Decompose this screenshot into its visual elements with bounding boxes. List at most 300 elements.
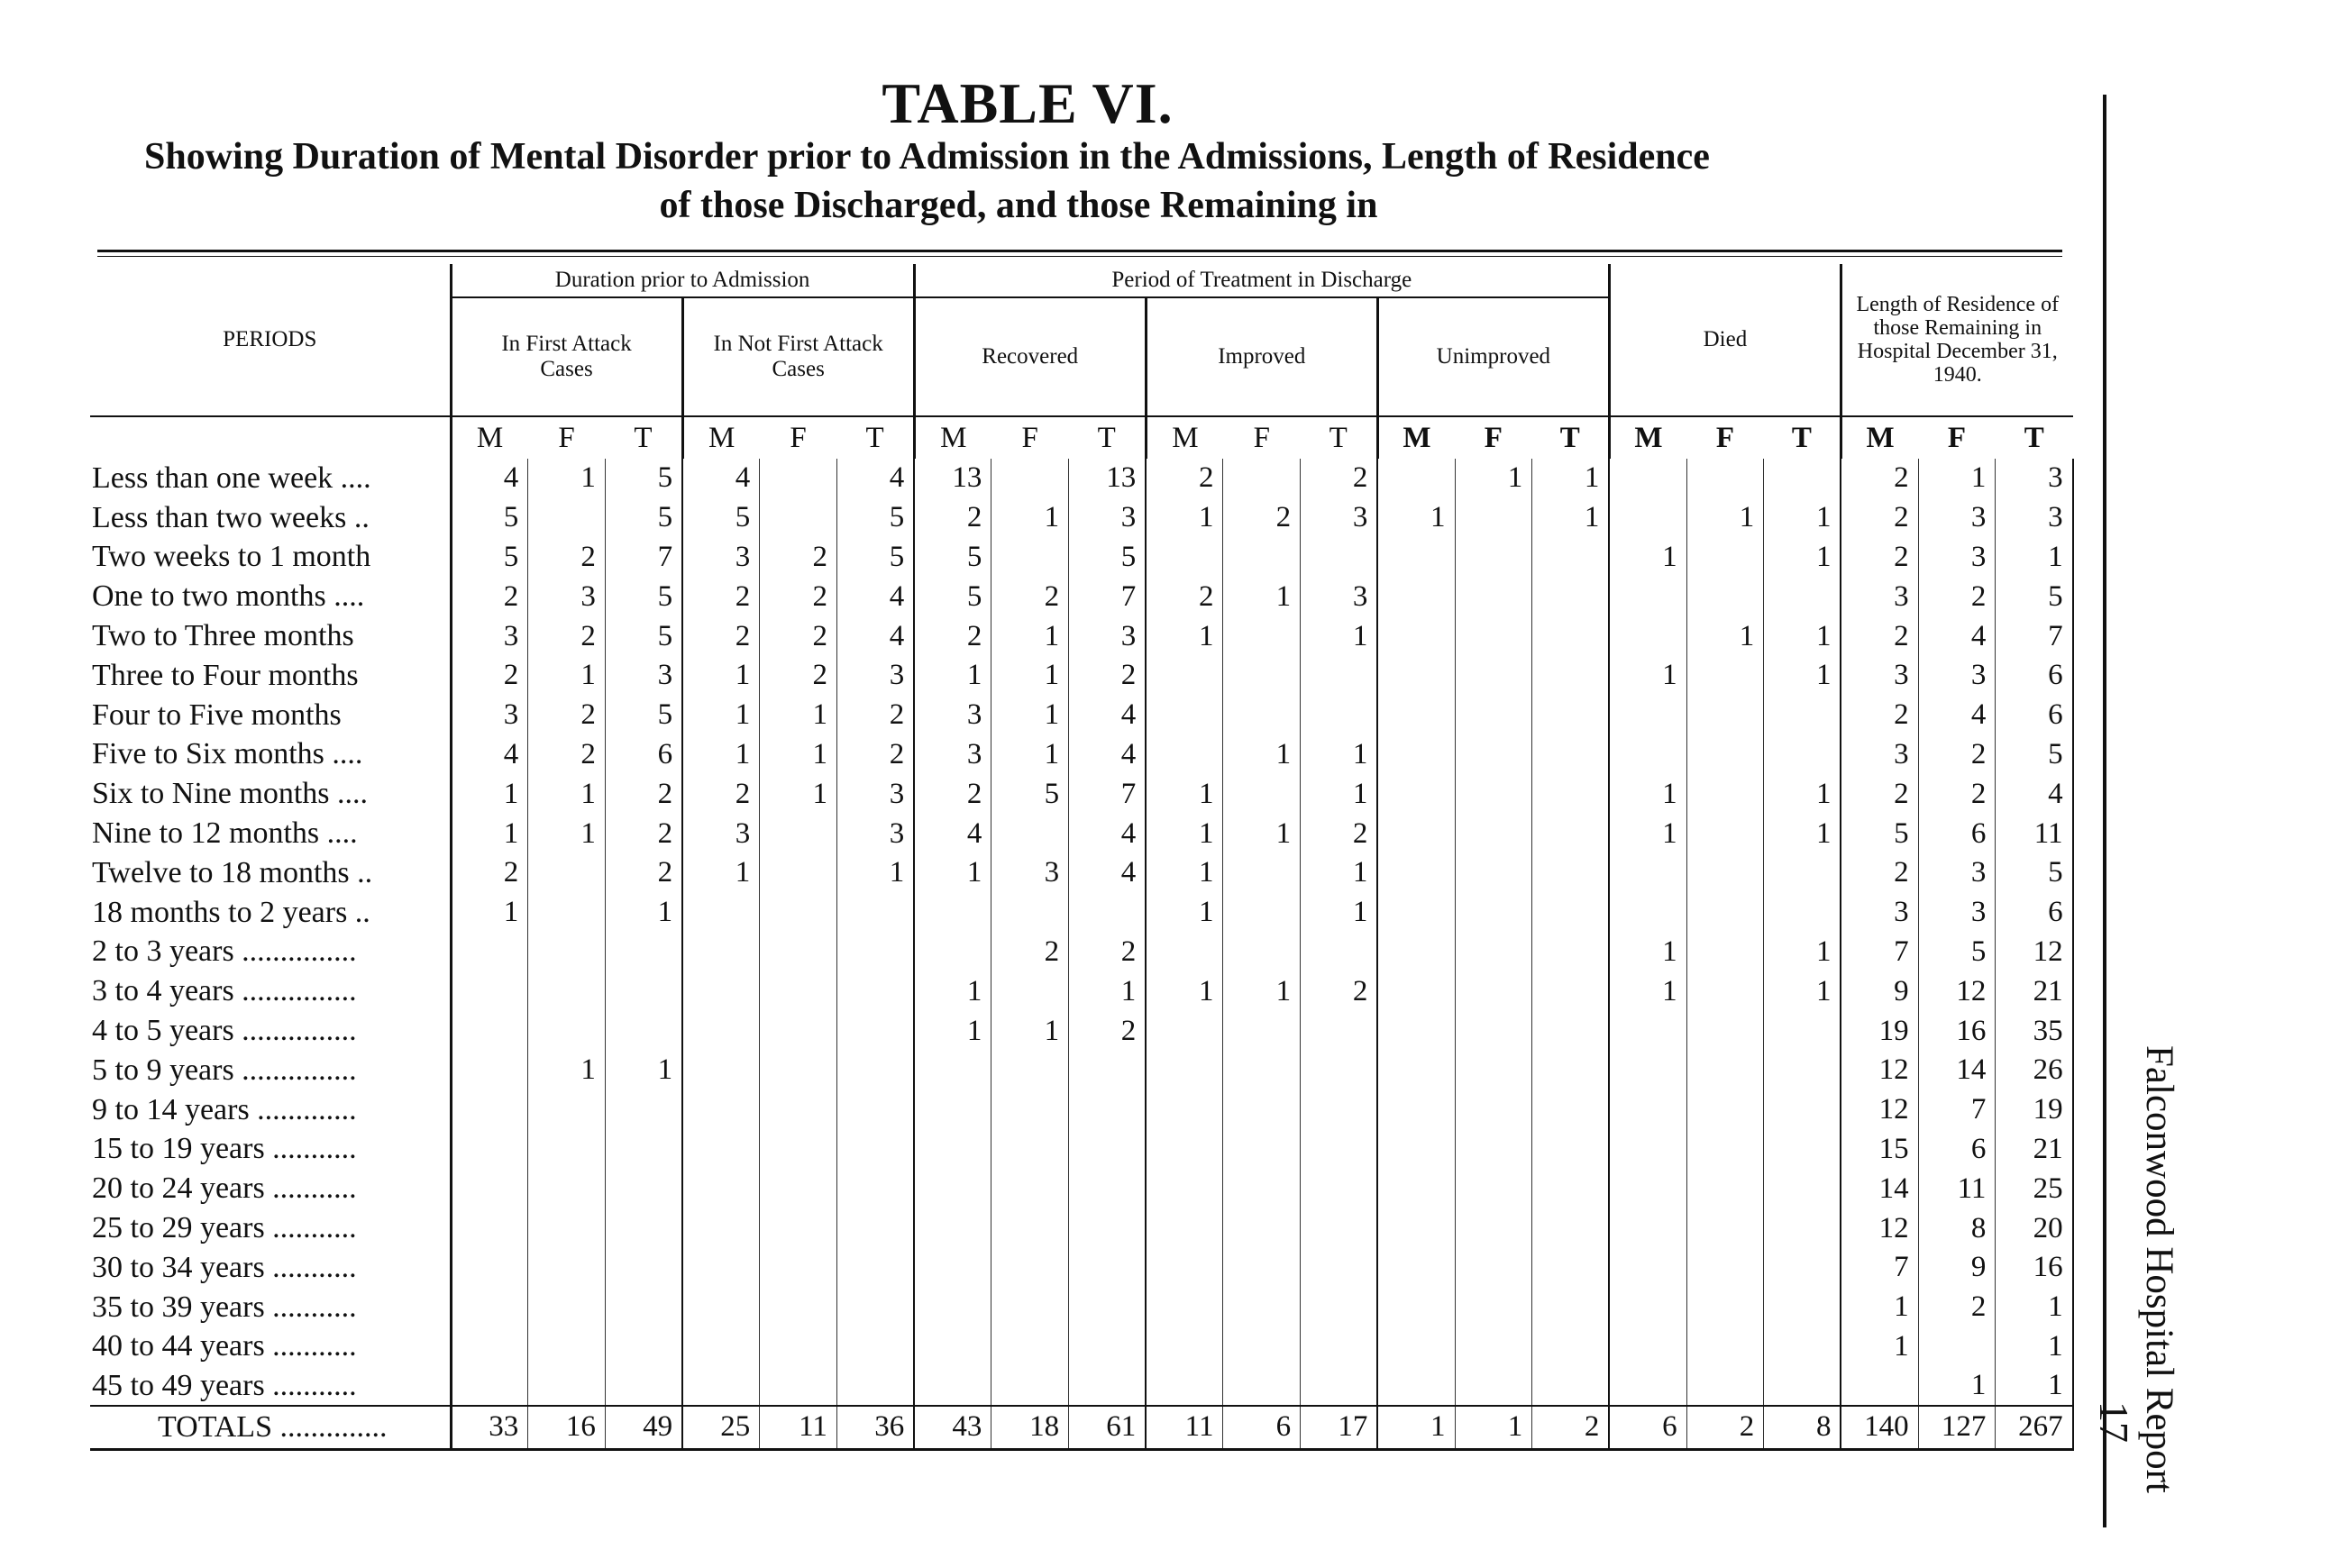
table-cell <box>760 1288 837 1327</box>
table-cell: 1 <box>914 1011 991 1051</box>
table-cell <box>760 498 837 538</box>
table-cell <box>1455 1327 1532 1367</box>
table-cell: 16 <box>1996 1248 2073 1288</box>
table-cell: 25 <box>1996 1169 2073 1208</box>
table-cell <box>1301 1248 1378 1288</box>
table-cell <box>836 1011 914 1051</box>
table-cell <box>991 1248 1069 1288</box>
table-cell: 3 <box>1301 577 1378 616</box>
table-cell: 7 <box>605 538 682 578</box>
table-cell: 12 <box>1918 971 1996 1011</box>
table-cell <box>1532 853 1610 893</box>
table-cell <box>760 1130 837 1170</box>
table-row <box>90 577 2073 616</box>
table-cell <box>1686 1248 1764 1288</box>
table-row <box>90 1169 2073 1208</box>
table-cell <box>682 1288 760 1327</box>
table-row <box>90 696 2073 735</box>
table-cell: 7 <box>1841 933 1918 972</box>
table-cell <box>528 498 606 538</box>
table-cell: 3 <box>1918 538 1996 578</box>
row-label: Four to Five months <box>90 696 451 735</box>
table-cell <box>1455 933 1532 972</box>
col-header-f: F <box>1686 416 1764 459</box>
table-cell: 5 <box>914 538 991 578</box>
table-cell: 1 <box>682 696 760 735</box>
table-cell <box>605 1366 682 1406</box>
table-cell <box>1841 1366 1918 1406</box>
table-cell <box>1609 459 1686 498</box>
table-cell <box>1686 853 1764 893</box>
row-label: Two to Three months <box>90 616 451 656</box>
table-cell <box>1686 735 1764 775</box>
table-row <box>90 1288 2073 1327</box>
table-cell <box>1301 1208 1378 1248</box>
table-cell: 3 <box>836 814 914 853</box>
periods-header: PERIODS <box>223 327 317 351</box>
table-cell: 2 <box>914 498 991 538</box>
table-cell <box>991 1051 1069 1090</box>
table-cell: 1 <box>1918 459 1996 498</box>
table-row <box>90 971 2073 1011</box>
table-cell: 5 <box>451 538 528 578</box>
table-cell: 15 <box>1841 1130 1918 1170</box>
table-cell: 1 <box>528 1051 606 1090</box>
table-cell <box>1532 774 1610 814</box>
table-cell <box>1532 1248 1610 1288</box>
table-cell <box>991 1366 1069 1406</box>
table-cell: 1 <box>682 853 760 893</box>
table-cell: 3 <box>836 774 914 814</box>
table-cell <box>1532 814 1610 853</box>
table-cell <box>1532 893 1610 933</box>
table-cell: 3 <box>528 577 606 616</box>
col-header-m: M <box>451 416 528 459</box>
table-cell: 5 <box>914 577 991 616</box>
totals-cell: 49 <box>605 1406 682 1449</box>
table-row <box>90 1208 2073 1248</box>
table-cell <box>760 1011 837 1051</box>
table-cell <box>1764 1130 1841 1170</box>
table-cell <box>1609 1090 1686 1130</box>
table-cell <box>1455 853 1532 893</box>
table-cell: 9 <box>1841 971 1918 1011</box>
table-cell <box>1764 1090 1841 1130</box>
table-cell: 2 <box>528 696 606 735</box>
table-cell: 5 <box>1996 577 2073 616</box>
table-cell: 3 <box>914 735 991 775</box>
table-cell: 4 <box>1996 774 2073 814</box>
table-cell <box>1686 1051 1764 1090</box>
table-cell <box>1609 498 1686 538</box>
table-cell <box>1764 853 1841 893</box>
table-cell: 1 <box>1609 656 1686 696</box>
col-header-m: M <box>1841 416 1918 459</box>
totals-row <box>90 1406 2073 1449</box>
table-cell: 2 <box>528 616 606 656</box>
table-cell <box>1377 1248 1455 1288</box>
table-cell <box>1532 1169 1610 1208</box>
row-label: 45 to 49 years ........... <box>90 1366 451 1406</box>
col-header-f: F <box>528 416 606 459</box>
table-subtitle-line-1: Showing Duration of Mental Disorder prior to Admission in the Admissions, Length of Residence <box>144 136 1710 178</box>
table-cell <box>836 1366 914 1406</box>
table-cell <box>991 971 1069 1011</box>
table-cell <box>914 1327 991 1367</box>
col-header-t: T <box>1301 416 1378 459</box>
table-cell: 1 <box>760 735 837 775</box>
table-cell <box>1686 1169 1764 1208</box>
table-cell: 2 <box>1301 814 1378 853</box>
table-cell <box>1069 1090 1147 1130</box>
table-cell <box>1146 933 1223 972</box>
table-cell <box>1377 933 1455 972</box>
table-cell <box>1686 656 1764 696</box>
table-cell <box>1686 814 1764 853</box>
table-cell: 7 <box>1996 616 2073 656</box>
table-cell <box>1532 1327 1610 1367</box>
data-table <box>90 264 2074 1451</box>
table-cell: 4 <box>836 616 914 656</box>
table-cell <box>1377 577 1455 616</box>
table-cell: 4 <box>451 735 528 775</box>
table-cell <box>682 1327 760 1367</box>
table-cell <box>991 1327 1069 1367</box>
table-cell: 21 <box>1996 971 2073 1011</box>
table-cell <box>914 1208 991 1248</box>
mft-header-row <box>90 416 2073 459</box>
table-row <box>90 735 2073 775</box>
table-cell: 1 <box>1301 893 1378 933</box>
table-cell <box>1764 459 1841 498</box>
table-cell: 2 <box>760 538 837 578</box>
row-label: 25 to 29 years ........... <box>90 1208 451 1248</box>
col-header-m: M <box>914 416 991 459</box>
table-cell <box>1223 1011 1301 1051</box>
col-header-t: T <box>605 416 682 459</box>
table-cell: 5 <box>605 616 682 656</box>
table-cell <box>1455 1288 1532 1327</box>
table-cell <box>991 1169 1069 1208</box>
row-label: 3 to 4 years ............... <box>90 971 451 1011</box>
table-cell: 6 <box>1996 893 2073 933</box>
died-header: Died <box>1609 264 1841 416</box>
table-row <box>90 459 2073 498</box>
table-cell <box>1377 459 1455 498</box>
table-cell <box>1764 1288 1841 1327</box>
table-cell <box>760 1366 837 1406</box>
top-rule <box>97 250 2062 252</box>
table-cell <box>1301 656 1378 696</box>
totals-cell: 18 <box>991 1406 1069 1449</box>
table-cell <box>682 933 760 972</box>
table-cell: 2 <box>1223 498 1301 538</box>
table-cell <box>760 933 837 972</box>
table-cell <box>914 1051 991 1090</box>
table-cell <box>1455 498 1532 538</box>
col-header-t: T <box>1996 416 2073 459</box>
totals-cell: 2 <box>1686 1406 1764 1449</box>
table-cell <box>1455 696 1532 735</box>
table-cell: 1 <box>1146 498 1223 538</box>
table-cell: 1 <box>1918 1366 1996 1406</box>
table-cell: 35 <box>1996 1011 2073 1051</box>
table-cell: 1 <box>682 735 760 775</box>
table-cell: 2 <box>760 616 837 656</box>
table-cell: 2 <box>1918 774 1996 814</box>
row-label: 4 to 5 years ............... <box>90 1011 451 1051</box>
table-cell: 1 <box>1223 735 1301 775</box>
table-row <box>90 1051 2073 1090</box>
table-cell: 3 <box>1918 498 1996 538</box>
table-cell: 5 <box>451 498 528 538</box>
table-cell: 4 <box>1069 735 1147 775</box>
table-cell: 2 <box>991 577 1069 616</box>
table-cell <box>451 933 528 972</box>
table-cell: 1 <box>1764 933 1841 972</box>
table-cell <box>836 893 914 933</box>
table-cell <box>1223 616 1301 656</box>
table-cell <box>1377 814 1455 853</box>
table-cell: 5 <box>1996 735 2073 775</box>
table-cell <box>1609 893 1686 933</box>
table-cell: 2 <box>1841 853 1918 893</box>
table-cell: 12 <box>1841 1090 1918 1130</box>
table-cell: 19 <box>1996 1090 2073 1130</box>
col-header-f: F <box>1455 416 1532 459</box>
table-cell: 3 <box>1841 577 1918 616</box>
row-label: Less than one week .... <box>90 459 451 498</box>
table-cell <box>1377 538 1455 578</box>
table-cell: 13 <box>1069 459 1147 498</box>
table-cell <box>451 1090 528 1130</box>
table-cell: 3 <box>1996 459 2073 498</box>
table-cell <box>1764 1169 1841 1208</box>
table-cell <box>1764 1051 1841 1090</box>
table-cell <box>1377 1011 1455 1051</box>
table-cell <box>836 933 914 972</box>
not-first-attack-header: In Not First Attack Cases <box>682 297 914 416</box>
table-cell: 4 <box>1069 853 1147 893</box>
table-cell <box>1069 1169 1147 1208</box>
table-cell: 4 <box>682 459 760 498</box>
table-row <box>90 538 2073 578</box>
table-cell: 1 <box>1764 538 1841 578</box>
table-cell: 2 <box>1841 774 1918 814</box>
table-cell <box>1455 1011 1532 1051</box>
table-cell: 3 <box>836 656 914 696</box>
table-row <box>90 1011 2073 1051</box>
table-cell <box>1532 1130 1610 1170</box>
table-cell: 1 <box>528 459 606 498</box>
row-label: 30 to 34 years ........... <box>90 1248 451 1288</box>
table-cell <box>836 1248 914 1288</box>
row-label: 18 months to 2 years .. <box>90 893 451 933</box>
table-cell <box>1532 971 1610 1011</box>
totals-cell: 25 <box>682 1406 760 1449</box>
table-cell: 1 <box>1146 814 1223 853</box>
table-cell: 2 <box>1301 971 1378 1011</box>
table-cell: 1 <box>1223 971 1301 1011</box>
table-cell: 12 <box>1841 1051 1918 1090</box>
table-cell <box>1223 538 1301 578</box>
table-cell <box>1223 459 1301 498</box>
table-cell <box>1764 1011 1841 1051</box>
table-cell <box>451 971 528 1011</box>
table-cell: 1 <box>991 1011 1069 1051</box>
table-cell <box>1609 1011 1686 1051</box>
table-cell <box>1686 696 1764 735</box>
table-cell: 8 <box>1918 1208 1996 1248</box>
table-cell <box>451 1366 528 1406</box>
table-cell <box>991 538 1069 578</box>
table-cell <box>682 1208 760 1248</box>
row-label: Six to Nine months .... <box>90 774 451 814</box>
table-cell <box>991 1090 1069 1130</box>
table-cell: 1 <box>914 971 991 1011</box>
table-cell: 3 <box>1301 498 1378 538</box>
table-cell <box>1609 1208 1686 1248</box>
table-cell: 2 <box>1841 538 1918 578</box>
table-cell <box>836 1169 914 1208</box>
table-cell: 5 <box>836 498 914 538</box>
totals-cell: 43 <box>914 1406 991 1449</box>
table-cell <box>1223 1208 1301 1248</box>
table-cell: 3 <box>1918 893 1996 933</box>
table-cell <box>914 933 991 972</box>
table-cell <box>528 1090 606 1130</box>
table-cell <box>1223 1090 1301 1130</box>
table-cell <box>1764 1208 1841 1248</box>
table-cell <box>1069 893 1147 933</box>
table-cell <box>991 893 1069 933</box>
table-cell <box>1146 1051 1223 1090</box>
table-cell <box>1686 1208 1764 1248</box>
table-cell <box>605 1208 682 1248</box>
first-attack-header: In First Attack Cases <box>451 297 682 416</box>
table-cell <box>1301 1051 1378 1090</box>
table-cell <box>1301 1366 1378 1406</box>
row-label: One to two months .... <box>90 577 451 616</box>
table-cell: 2 <box>451 853 528 893</box>
table-cell: 1 <box>1301 774 1378 814</box>
table-cell <box>1686 1327 1764 1367</box>
table-cell: 1 <box>1301 735 1378 775</box>
table-cell: 2 <box>836 696 914 735</box>
table-cell <box>1146 656 1223 696</box>
table-cell: 1 <box>1996 1366 2073 1406</box>
table-cell: 2 <box>1841 498 1918 538</box>
table-cell <box>1069 1051 1147 1090</box>
col-header-f: F <box>991 416 1069 459</box>
table-cell <box>682 1366 760 1406</box>
table-cell: 14 <box>1918 1051 1996 1090</box>
table-cell: 3 <box>451 616 528 656</box>
table-cell <box>1377 696 1455 735</box>
table-cell: 2 <box>451 656 528 696</box>
table-cell <box>1377 656 1455 696</box>
table-cell: 16 <box>1918 1011 1996 1051</box>
table-cell <box>1377 971 1455 1011</box>
table-cell <box>1764 735 1841 775</box>
table-cell: 9 <box>1918 1248 1996 1288</box>
table-cell: 2 <box>1069 933 1147 972</box>
table-cell <box>1764 577 1841 616</box>
table-cell <box>1455 1208 1532 1248</box>
table-cell: 1 <box>991 616 1069 656</box>
table-cell <box>1764 1327 1841 1367</box>
row-label: 15 to 19 years ........... <box>90 1130 451 1170</box>
table-cell <box>1377 1288 1455 1327</box>
table-cell <box>682 1248 760 1288</box>
table-cell <box>1532 1208 1610 1248</box>
table-cell: 1 <box>1764 616 1841 656</box>
table-cell: 1 <box>1223 814 1301 853</box>
table-cell <box>1455 735 1532 775</box>
table-cell: 1 <box>1609 538 1686 578</box>
table-cell <box>1609 735 1686 775</box>
table-cell: 1 <box>760 696 837 735</box>
table-cell: 1 <box>1686 616 1764 656</box>
table-cell <box>1301 1130 1378 1170</box>
table-cell: 1 <box>914 656 991 696</box>
table-cell <box>1223 774 1301 814</box>
table-row <box>90 498 2073 538</box>
table-cell: 1 <box>1146 616 1223 656</box>
table-cell <box>1377 1327 1455 1367</box>
table-cell: 1 <box>1301 616 1378 656</box>
table-cell <box>760 1051 837 1090</box>
table-cell <box>1377 893 1455 933</box>
table-cell: 3 <box>682 538 760 578</box>
table-cell: 26 <box>1996 1051 2073 1090</box>
table-cell: 12 <box>1841 1208 1918 1248</box>
row-label: Two weeks to 1 month <box>90 538 451 578</box>
table-cell: 3 <box>1918 853 1996 893</box>
table-cell <box>760 971 837 1011</box>
col-header-m: M <box>1609 416 1686 459</box>
table-cell <box>1532 1090 1610 1130</box>
table-cell: 6 <box>1918 814 1996 853</box>
totals-cell: 6 <box>1223 1406 1301 1449</box>
row-label: Nine to 12 months .... <box>90 814 451 853</box>
table-cell <box>1686 933 1764 972</box>
row-label: 20 to 24 years ........... <box>90 1169 451 1208</box>
table-cell: 7 <box>1069 774 1147 814</box>
table-cell: 1 <box>1764 774 1841 814</box>
table-cell <box>760 1208 837 1248</box>
totals-cell: 17 <box>1301 1406 1378 1449</box>
table-cell: 5 <box>1841 814 1918 853</box>
table-cell: 3 <box>451 696 528 735</box>
table-cell <box>451 1248 528 1288</box>
table-cell: 5 <box>605 577 682 616</box>
table-cell: 3 <box>1996 498 2073 538</box>
totals-cell: 1 <box>1377 1406 1455 1449</box>
table-cell: 1 <box>1764 498 1841 538</box>
totals-cell: 33 <box>451 1406 528 1449</box>
table-cell <box>1455 893 1532 933</box>
table-cell <box>528 1130 606 1170</box>
table-cell: 1 <box>1764 814 1841 853</box>
table-cell: 4 <box>1069 696 1147 735</box>
table-cell <box>528 933 606 972</box>
table-cell <box>1377 774 1455 814</box>
table-cell <box>1609 1288 1686 1327</box>
table-cell <box>528 1288 606 1327</box>
totals-cell: 6 <box>1609 1406 1686 1449</box>
table-cell <box>528 1327 606 1367</box>
